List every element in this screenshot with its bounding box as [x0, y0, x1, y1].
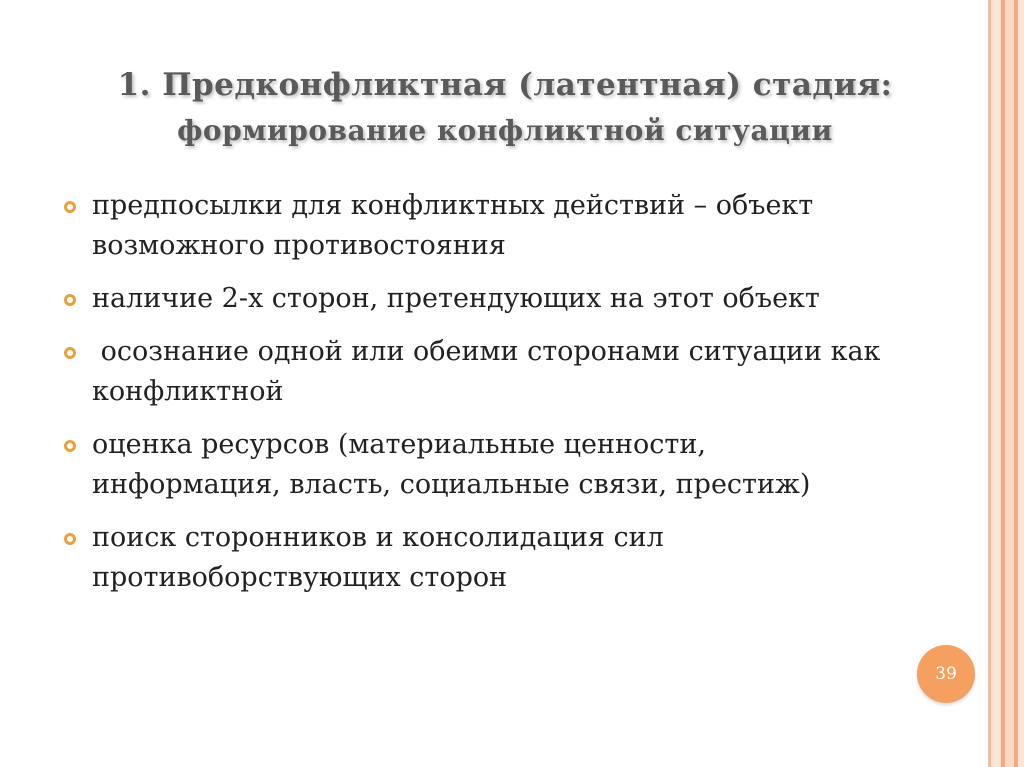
decorative-stripes — [988, 0, 1024, 767]
stripe — [991, 0, 1001, 767]
page-number-badge: 39 — [917, 645, 975, 703]
bullet-text: предпосылки для конфликтных действий – объект возможного противостояния — [92, 190, 814, 261]
stripe — [1005, 0, 1014, 767]
bullet-text: поиск сторонников и консолидация сил противоборствующих сторон — [92, 522, 664, 593]
bullet-text: оценка ресурсов (материальные ценности, информация, власть, социальные связи, престиж) — [92, 429, 811, 500]
bullet-text: осознание одной или обеими сторонами ситуации как конфликтной — [92, 336, 881, 407]
ring-bullet-icon — [64, 533, 76, 545]
bullet-item — [62, 425, 902, 505]
ring-bullet-icon — [64, 201, 76, 213]
bullet-item — [62, 518, 902, 598]
title-line-1: 1. Предконфликтная (латентная) стадия: — [117, 67, 893, 103]
title-line-2: формирование конфликтной ситуации — [177, 114, 833, 147]
slide-title — [40, 62, 970, 154]
ring-bullet-icon — [64, 347, 76, 359]
stripe — [1018, 0, 1024, 767]
bullet-item — [62, 279, 902, 319]
bullet-item — [62, 332, 902, 412]
bullet-list — [62, 186, 902, 611]
bullet-item — [62, 186, 902, 266]
ring-bullet-icon — [64, 294, 76, 306]
bullet-text: наличие 2-х сторон, претендующих на этот объект — [92, 283, 820, 314]
ring-bullet-icon — [64, 440, 76, 452]
